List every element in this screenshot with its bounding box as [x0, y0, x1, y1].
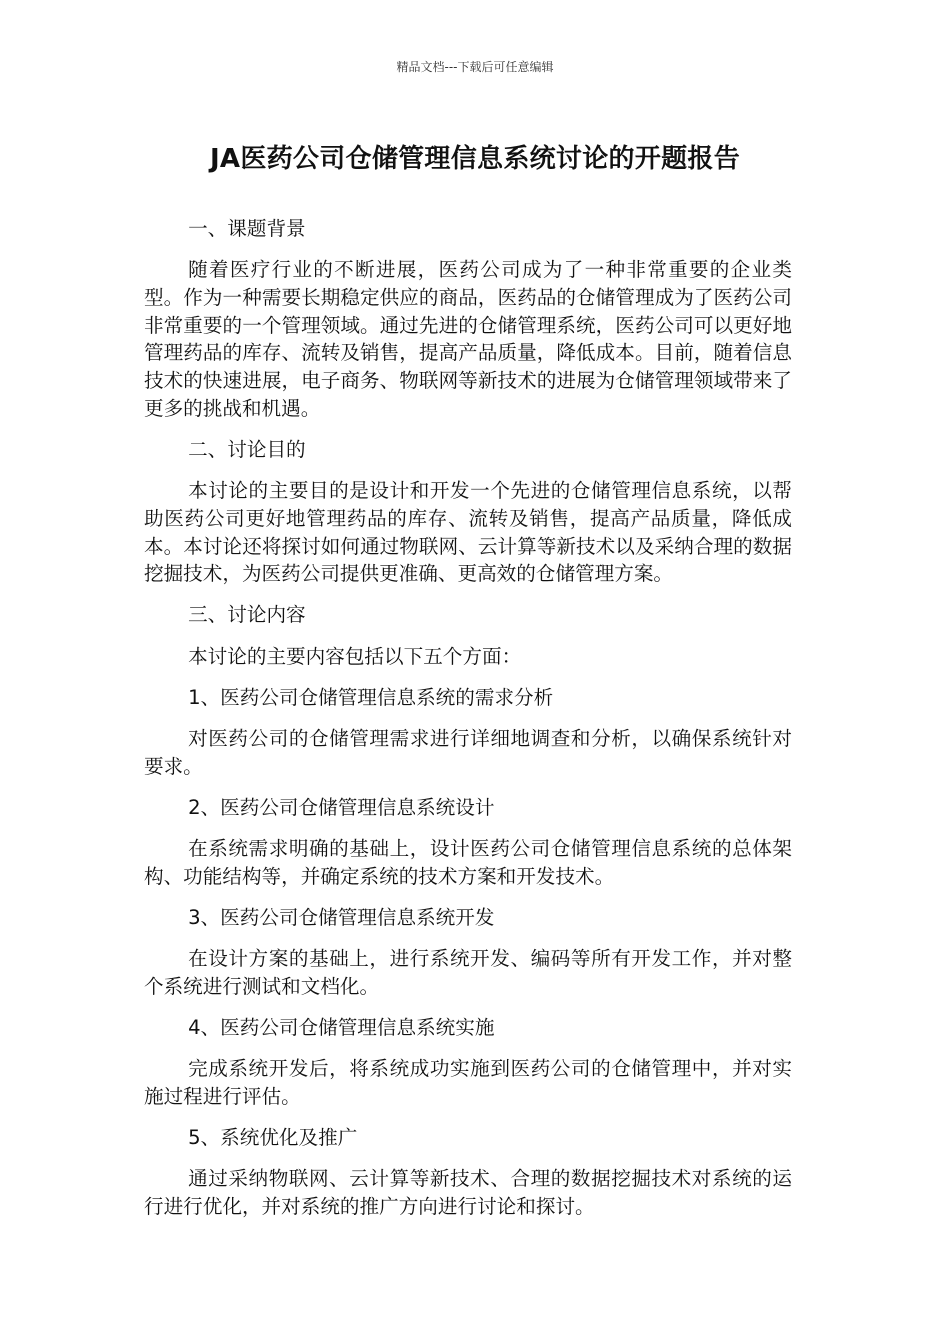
subheading-requirements: 1、医药公司仓储管理信息系统的需求分析: [188, 685, 554, 709]
paragraph-implementation: 完成系统开发后，将系统成功实施到医药公司的仓储管理中，并对实施过程进行评估。: [144, 1057, 792, 1109]
paragraph-content-intro: 本讨论的主要内容包括以下五个方面：: [188, 644, 522, 668]
document-title: JA医药公司仓储管理信息系统讨论的开题报告: [209, 144, 741, 174]
paragraph-development: 在设计方案的基础上，进行系统开发、编码等所有开发工作，并对整个系统进行测试和文档化。: [144, 947, 792, 998]
paragraph-purpose: 本讨论的主要目的是设计和开发一个先进的仓储管理信息系统，以帮助医药公司更好地管理药品的库存、流转及销售，提高产品质量，降低成本。本讨论还将探讨如何通过物联网、云计算等新技术以及采纳合理的数据挖掘技术，为医药公司提供更准确、更高效的仓储管理方案。: [144, 479, 792, 586]
paragraph-optimization: 通过采纳物联网、云计算等新技术、合理的数据挖掘技术对系统的运行进行优化，并对系统的推广方向进行讨论和探讨。: [144, 1167, 792, 1219]
paragraph-design: 在系统需求明确的基础上，设计医药公司仓储管理信息系统的总体架构、功能结构等，并确定系统的技术方案和开发技术。: [144, 837, 792, 888]
page-header: 精品文档---下载后可任意编辑: [396, 60, 554, 74]
document-body: [144, 215, 792, 1234]
subheading-design: 2、医药公司仓储管理信息系统设计: [188, 795, 495, 819]
paragraph-requirements: 对医药公司的仓储管理需求进行详细地调查和分析，以确保系统针对要求。: [144, 727, 792, 778]
subheading-development: 3、医药公司仓储管理信息系统开发: [188, 906, 495, 930]
subheading-optimization: 5、系统优化及推广: [188, 1126, 358, 1150]
section-heading-background: 一、课题背景: [188, 217, 306, 240]
section-heading-purpose: 二、讨论目的: [188, 437, 306, 461]
section-heading-content: 三、讨论内容: [188, 603, 306, 627]
paragraph-background: 随着医疗行业的不断进展，医药公司成为了一种非常重要的企业类型。作为一种需要长期稳定供应的商品，医药品的仓储管理成为了医药公司非常重要的一个管理领域。通过先进的仓储管理系统，医药公司可以更好地管理药品的库存、流转及销售，提高产品质量，降低成本。目前，随着信息技术的快速进展，电子商务、物联网等新技术的进展为仓储管理领域带来了更多的挑战和机遇。: [144, 258, 792, 420]
subheading-implementation: 4、医药公司仓储管理信息系统实施: [188, 1016, 495, 1040]
